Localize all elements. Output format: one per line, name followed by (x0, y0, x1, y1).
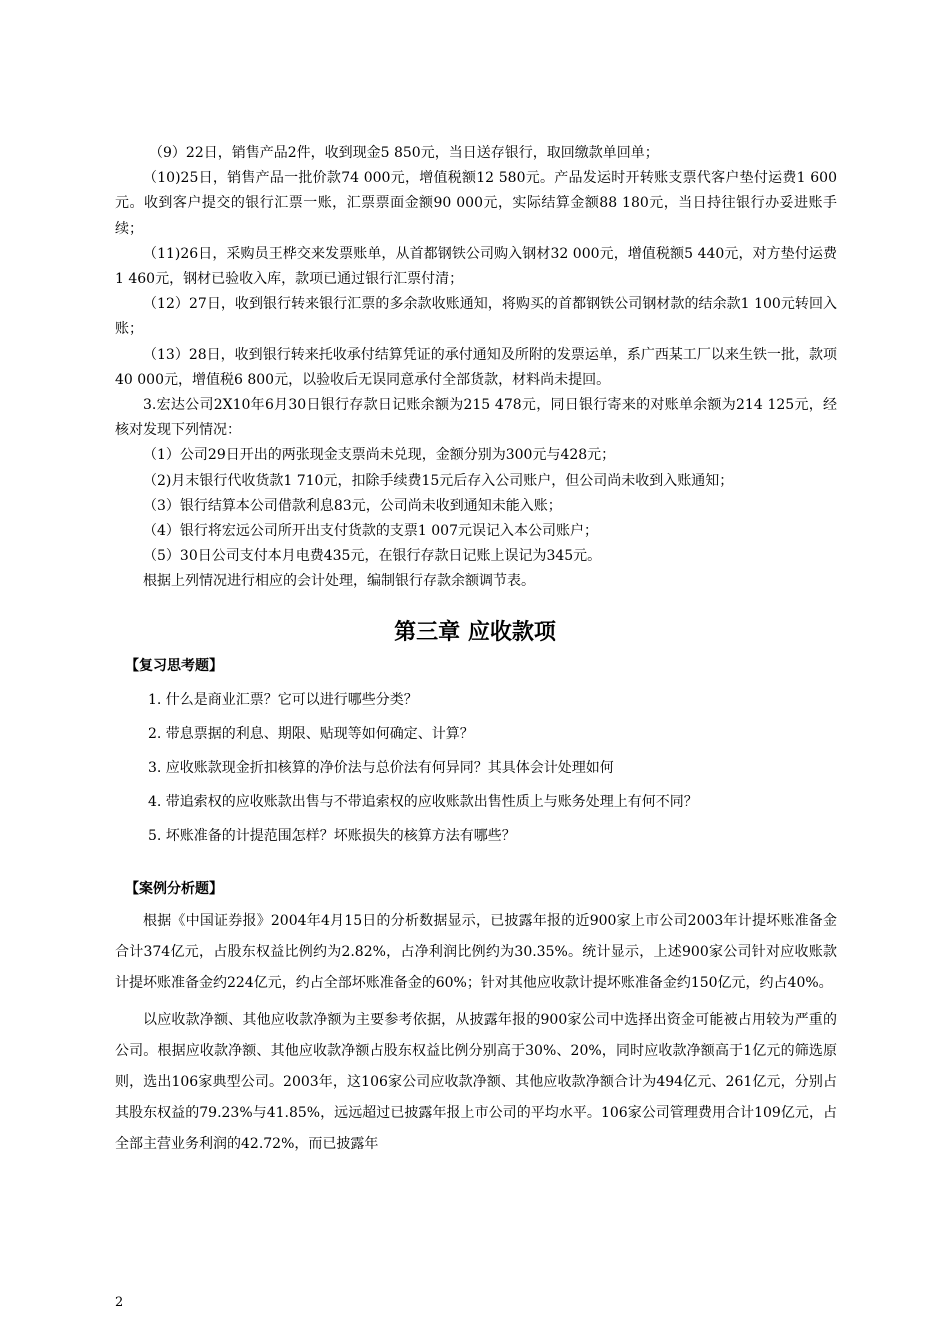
review-question: 5. 坏账准备的计提范围怎样？坏账损失的核算方法有哪些？ (148, 828, 516, 844)
exercise-instruction: 根据上列情况进行相应的会计处理，编制银行存款余额调节表。 (143, 573, 535, 590)
reconcile-item-4: （4）银行将宏远公司所开出支付货款的支票1 007元误记入本公司账户； (143, 523, 598, 540)
reconcile-item-5: （5）30日公司支付本月电费435元，在银行存款日记账上误记为345元。 (143, 548, 602, 565)
review-question: 3. 应收账款现金折扣核算的净价法与总价法有何异同？其具体会计处理如何 (148, 760, 614, 776)
review-question: 1. 什么是商业汇票？它可以进行哪些分类？ (148, 692, 418, 708)
exercise-item-11: （11)26日，采购员王桦交来发票账单，从首都钢铁公司购入钢材32 000元，增值税额5 440元，对方垫付运费1 460元，钢材已验收入库，款项已通过银行汇票付清； (115, 245, 837, 288)
review-heading: 【复习思考题】 (125, 658, 223, 674)
case-heading: 【案例分析题】 (125, 881, 223, 897)
case-paragraph: 以应收款净额、其他应收款净额为主要参考依据，从披露年报的900家公司中选择出资金可能被占用较为严重的公司。根据应收款净额、其他应收款净额占股东权益比例分别高于30%、20%，同时应收款净额高于1亿元的筛选原则，选出106家典型公司。2003年，这106家公司应收款净额、其他应收款净额合计为494亿元、261亿元，分别占其股东权益的79.23%与41.85%，远远超过已披露年报上市公司的平均水平。106家公司管理费用合计109亿元，占全部主营业务利润的42.72%，而已披露年 (115, 1012, 837, 1152)
reconcile-item-1: （1）公司29日开出的两张现金支票尚未兑现，金额分别为300元与428元； (143, 447, 616, 464)
chapter-title: 第三章 应收款项 (394, 620, 556, 645)
page-number: 2 (115, 1295, 124, 1310)
exercise-item-13: （13）28日，收到银行转来托收承付结算凭证的承付通知及所附的发票运单，系广西某工厂以来生铁一批，款项40 000元，增值税6 800元，以验收后无误同意承付全部货款，材料尚未提回。 (115, 346, 837, 388)
reconcile-item-2: （2)月末银行代收货款1 710元，扣除手续费15元后存入公司账户，但公司尚未收到入账通知； (143, 472, 734, 489)
case-paragraph: 根据《中国证券报》2004年4月15日的分析数据显示，已披露年报的近900家上市公司2003年计提坏账准备金合计374亿元，占股东权益比例约为2.82%，占净利润比例约为30.35%。统计显示，上述900家公司针对应收账款计提坏账准备金约224亿元，约占全部坏账准备金的60%；针对其他应收款计提坏账准备金约150亿元，约占40%。 (115, 913, 837, 991)
review-question: 2. 带息票据的利息、期限、贴现等如何确定、计算？ (148, 726, 474, 742)
exercise-item-10: （10)25日，销售产品一批价款74 000元，增值税额12 580元。产品发运时开转账支票代客户垫付运费1 600元。收到客户提交的银行汇票一账，汇票票面金额90 000元，实际结算金额88 180元，当日持往银行办妥进账手续； (115, 170, 837, 237)
case-section (115, 878, 837, 1160)
reconcile-item-3: （3）银行结算本公司借款利息83元，公司尚未收到通知未能入账； (143, 497, 562, 514)
exercise-section (115, 141, 837, 595)
review-question: 4. 带追索权的应收账款出售与不带追索权的应收账款出售性质上与账务处理上有何不同？ (148, 794, 698, 810)
exercise-3-intro: 3.宏达公司2X10年6月30日银行存款日记账余额为215 478元，同日银行寄来的对账单余额为214 125元，经核对发现下列情况： (115, 397, 837, 439)
exercise-item-9: （9）22日，销售产品2件，收到现金5 850元，当日送存银行，取回缴款单回单； (149, 145, 659, 161)
review-section (115, 655, 837, 853)
exercise-item-12: （12）27日，收到银行转来银行汇票的多余款收账通知，将购买的首都钢铁公司钢材款的结余款1 100元转回入账； (115, 296, 837, 338)
